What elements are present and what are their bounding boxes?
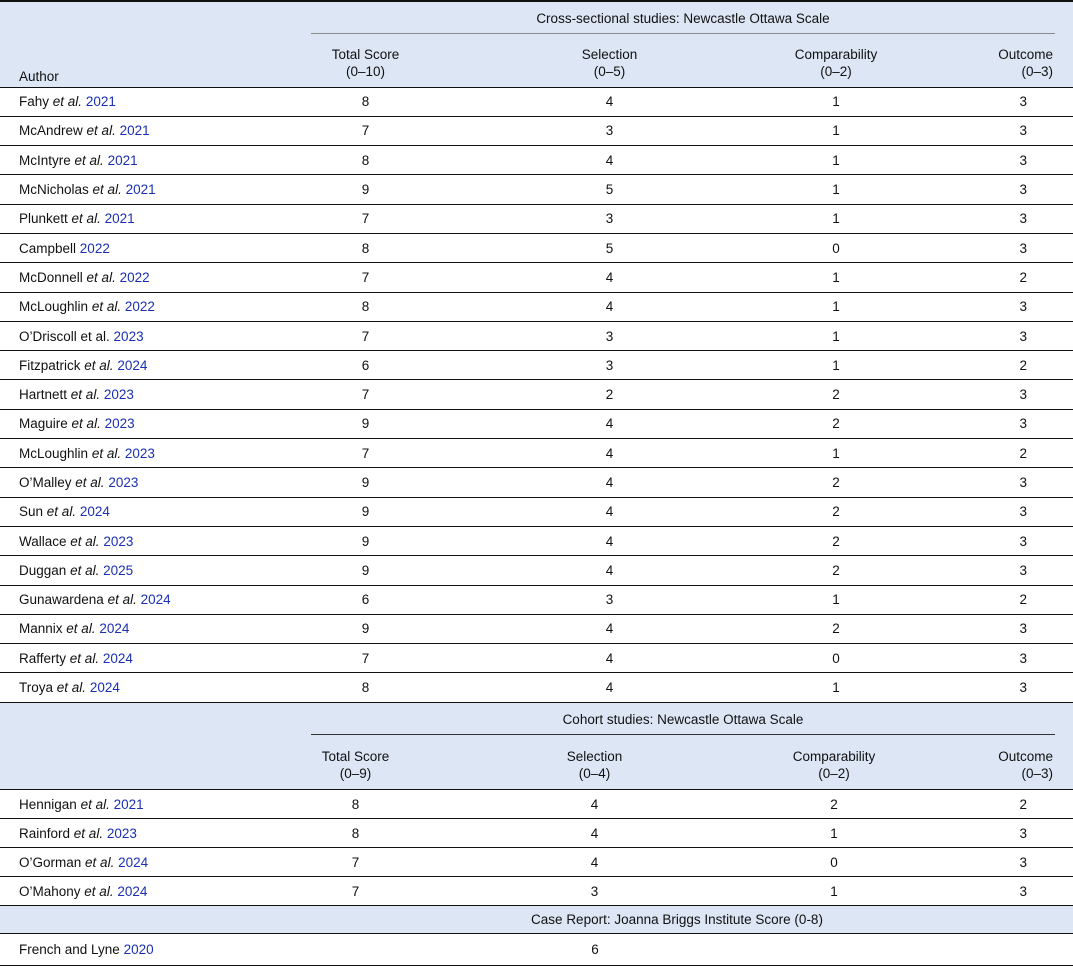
author-cell: Gunawardena et al. 2024 (0, 585, 241, 614)
comparability-cell: 1 (719, 87, 949, 116)
author-cell: McNicholas et al. 2021 (0, 175, 241, 204)
comparability-cell: 1 (719, 146, 949, 175)
reference-link[interactable]: 2023 (103, 533, 134, 549)
total-cell: 9 (241, 526, 470, 555)
author-cell: Plunkett et al. 2021 (0, 204, 241, 233)
outcome-cell: 3 (949, 380, 1073, 409)
author-cell: Sun et al. 2024 (0, 497, 241, 526)
table-row (0, 585, 1073, 614)
selection-column-header: Selection (0–5) (470, 40, 719, 87)
reference-link[interactable]: 2024 (117, 357, 148, 373)
author-cell: Hartnett et al. 2023 (0, 380, 241, 409)
outcome-cell: 3 (949, 146, 1073, 175)
author-cell: McAndrew et al. 2021 (0, 116, 241, 145)
author-cell: Duggan et al. 2025 (0, 556, 241, 585)
outcome-cell: 3 (949, 204, 1073, 233)
author-cell: Rainford et al. 2023 (0, 819, 241, 848)
table-row (0, 848, 1073, 877)
table-row (0, 204, 1073, 233)
total-cell: 7 (241, 380, 470, 409)
selection-cell: 3 (470, 116, 719, 145)
reference-link[interactable]: 2021 (107, 152, 138, 168)
comparability-cell: 1 (719, 585, 949, 614)
comparability-cell: 1 (719, 263, 949, 292)
cohort-title-rule (311, 734, 1055, 735)
comparability-cell: 0 (719, 644, 949, 673)
selection-cell: 4 (470, 790, 719, 819)
total-cell: 6 (241, 585, 470, 614)
total-cell: 7 (241, 848, 470, 877)
author-cell: O’Mahony et al. 2024 (0, 877, 241, 906)
selection-cell: 4 (470, 819, 719, 848)
author-cell: McLoughlin et al. 2022 (0, 292, 241, 321)
outcome-cell: 3 (949, 292, 1073, 321)
reference-link[interactable]: 2024 (118, 854, 149, 870)
outcome-cell: 3 (949, 116, 1073, 145)
author-cell: O’Malley et al. 2023 (0, 468, 241, 497)
table-row (0, 380, 1073, 409)
selection-cell: 4 (470, 556, 719, 585)
reference-link[interactable]: 2023 (108, 475, 139, 490)
comparability-cell: 1 (719, 175, 949, 204)
outcome-cell: 3 (949, 526, 1073, 555)
total-cell: 8 (241, 146, 470, 175)
selection-cell: 4 (470, 87, 719, 116)
selection-cell: 4 (470, 673, 719, 702)
comparability-cell: 2 (719, 556, 949, 585)
comparability-cell: 1 (719, 673, 949, 702)
comparability-cell: 1 (719, 877, 949, 906)
selection-cell: 4 (470, 526, 719, 555)
selection-cell: 3 (470, 877, 719, 906)
case-report-author: French and Lyne 2020 (19, 942, 154, 958)
comparability-cell: 1 (719, 204, 949, 233)
reference-link[interactable]: 2024 (117, 883, 148, 899)
reference-link[interactable]: 2024 (79, 504, 110, 520)
total-cell: 9 (241, 409, 470, 438)
table-row (0, 790, 1073, 819)
total-cell: 8 (241, 233, 470, 262)
selection-cell: 4 (470, 614, 719, 643)
total-cell: 7 (241, 439, 470, 468)
outcome-cell: 3 (949, 848, 1073, 877)
reference-link[interactable]: 2024 (140, 592, 171, 608)
table-row (0, 321, 1073, 350)
table-row (0, 468, 1073, 497)
total-cell: 7 (241, 204, 470, 233)
reference-link[interactable]: 2023 (103, 387, 134, 403)
cohort-total-score-column-header: Total Score (0–9) (241, 741, 470, 790)
reference-link[interactable]: 2022 (119, 269, 150, 285)
selection-cell: 4 (470, 292, 719, 321)
comparability-cell: 1 (719, 116, 949, 145)
reference-link[interactable]: 2023 (104, 416, 135, 432)
table-row (0, 819, 1073, 848)
reference-link[interactable]: 2021 (119, 123, 150, 139)
cohort-comparability-column-header: Comparability (0–2) (719, 741, 949, 790)
outcome-cell: 2 (949, 263, 1073, 292)
cohort-selection-column-header: Selection (0–4) (470, 741, 719, 790)
selection-cell: 4 (470, 409, 719, 438)
total-cell: 7 (241, 263, 470, 292)
table-row (0, 614, 1073, 643)
reference-link[interactable]: 2025 (103, 562, 134, 578)
reference-link[interactable]: 2021 (85, 94, 116, 110)
outcome-cell: 3 (949, 614, 1073, 643)
comparability-cell: 1 (719, 292, 949, 321)
total-cell: 8 (241, 819, 470, 848)
comparability-cell: 2 (719, 614, 949, 643)
reference-link[interactable]: 2024 (89, 680, 120, 696)
reference-link[interactable]: 2020 (123, 942, 154, 958)
reference-link[interactable]: 2023 (113, 328, 144, 344)
outcome-cell: 3 (949, 819, 1073, 848)
outcome-cell: 3 (949, 673, 1073, 702)
table-row (0, 175, 1073, 204)
comparability-cell: 1 (719, 439, 949, 468)
table-row (0, 116, 1073, 145)
comparability-cell: 1 (719, 321, 949, 350)
author-cell: Wallace et al. 2023 (0, 526, 241, 555)
outcome-cell: 2 (949, 439, 1073, 468)
total-cell: 7 (241, 116, 470, 145)
table-row (0, 292, 1073, 321)
author-cell: McLoughlin et al. 2023 (0, 439, 241, 468)
selection-cell: 3 (470, 321, 719, 350)
selection-cell: 4 (470, 439, 719, 468)
comparability-cell: 0 (719, 848, 949, 877)
total-cell: 7 (241, 877, 470, 906)
reference-link[interactable]: 2022 (79, 240, 110, 256)
outcome-cell: 3 (949, 468, 1073, 497)
cross-sectional-title: Cross-sectional studies: Newcastle Ottawa Scale (536, 11, 830, 26)
total-cell: 8 (241, 790, 470, 819)
selection-cell: 4 (470, 146, 719, 175)
comparability-cell: 2 (719, 380, 949, 409)
table-row (0, 146, 1073, 175)
table-row (0, 439, 1073, 468)
selection-cell: 3 (470, 204, 719, 233)
total-cell: 8 (241, 673, 470, 702)
table-row (0, 526, 1073, 555)
reference-link[interactable]: 2021 (104, 211, 135, 227)
cohort-title: Cohort studies: Newcastle Ottawa Scale (562, 711, 804, 727)
comparability-cell: 2 (719, 497, 949, 526)
comparability-cell: 2 (719, 468, 949, 497)
case-report-title: Case Report: Joanna Briggs Institute Score (0-8) (241, 906, 1073, 934)
cross-sectional-title-rule (311, 33, 1055, 34)
table-row (0, 233, 1073, 262)
selection-cell: 5 (470, 175, 719, 204)
author-cell: Fahy et al. 2021 (0, 87, 241, 116)
outcome-cell: 3 (949, 556, 1073, 585)
author-cell: McDonnell et al. 2022 (0, 263, 241, 292)
table-row (0, 877, 1073, 906)
outcome-cell: 3 (949, 175, 1073, 204)
author-cell: Fitzpatrick et al. 2024 (0, 351, 241, 380)
selection-cell: 5 (470, 233, 719, 262)
reference-link[interactable]: 2023 (124, 445, 155, 461)
author-cell: Rafferty et al. 2024 (0, 644, 241, 673)
table-row (0, 497, 1073, 526)
selection-cell: 3 (470, 351, 719, 380)
comparability-column-header: Comparability (0–2) (719, 40, 949, 87)
table-row (0, 351, 1073, 380)
author-cell: O’Driscoll et al. 2023 (0, 321, 241, 350)
comparability-cell: 0 (719, 233, 949, 262)
total-cell: 8 (241, 87, 470, 116)
outcome-cell: 2 (949, 351, 1073, 380)
comparability-cell: 1 (719, 351, 949, 380)
reference-link[interactable]: 2023 (106, 825, 137, 841)
author-cell: Hennigan et al. 2021 (0, 790, 241, 819)
selection-cell: 2 (470, 380, 719, 409)
author-cell: O’Gorman et al. 2024 (0, 848, 241, 877)
total-score-column-header: Total Score (0–10) (241, 40, 470, 87)
total-cell: 6 (241, 351, 470, 380)
total-cell: 9 (241, 175, 470, 204)
reference-link[interactable]: 2024 (102, 650, 133, 666)
selection-cell: 4 (470, 468, 719, 497)
outcome-cell: 2 (949, 585, 1073, 614)
author-cell: Troya et al. 2024 (0, 673, 241, 702)
selection-cell: 3 (470, 585, 719, 614)
total-cell: 9 (241, 614, 470, 643)
outcome-column-header: Outcome (0–3) (949, 40, 1073, 87)
outcome-cell: 3 (949, 321, 1073, 350)
reference-link[interactable]: 2022 (124, 299, 155, 315)
outcome-cell: 3 (949, 644, 1073, 673)
cross-sectional-header (0, 1, 1073, 87)
comparability-cell: 1 (719, 819, 949, 848)
total-cell: 7 (241, 644, 470, 673)
table-row (0, 263, 1073, 292)
selection-cell: 4 (470, 848, 719, 877)
total-cell: 7 (241, 321, 470, 350)
reference-link[interactable]: 2024 (99, 621, 130, 637)
comparability-cell: 2 (719, 409, 949, 438)
total-cell: 9 (241, 468, 470, 497)
outcome-cell: 3 (949, 877, 1073, 906)
reference-link[interactable]: 2021 (113, 796, 144, 812)
table-row (0, 673, 1073, 702)
comparability-cell: 2 (719, 526, 949, 555)
table-row (0, 87, 1073, 116)
case-report-section (0, 906, 1073, 966)
outcome-cell: 3 (949, 87, 1073, 116)
total-cell: 9 (241, 556, 470, 585)
table-row (0, 409, 1073, 438)
outcome-cell: 3 (949, 497, 1073, 526)
selection-cell: 4 (470, 497, 719, 526)
author-column-header: Author (0, 40, 241, 87)
outcome-cell: 2 (949, 790, 1073, 819)
author-cell: Mannix et al. 2024 (0, 614, 241, 643)
outcome-cell: 3 (949, 409, 1073, 438)
cohort-outcome-column-header: Outcome (0–3) (949, 741, 1073, 790)
author-cell: Campbell 2022 (0, 233, 241, 262)
cohort-rows (0, 790, 1073, 906)
table-row (0, 556, 1073, 585)
selection-cell: 4 (470, 644, 719, 673)
author-cell: McIntyre et al. 2021 (0, 146, 241, 175)
total-cell: 9 (241, 497, 470, 526)
outcome-cell: 3 (949, 233, 1073, 262)
cross-sectional-rows (0, 87, 1073, 702)
total-cell: 8 (241, 292, 470, 321)
comparability-cell: 2 (719, 790, 949, 819)
author-cell: Maguire et al. 2023 (0, 409, 241, 438)
cohort-header (0, 702, 1073, 790)
reference-link[interactable]: 2021 (125, 182, 156, 198)
table-row (0, 644, 1073, 673)
case-report-score: 6 (591, 942, 599, 958)
selection-cell: 4 (470, 263, 719, 292)
